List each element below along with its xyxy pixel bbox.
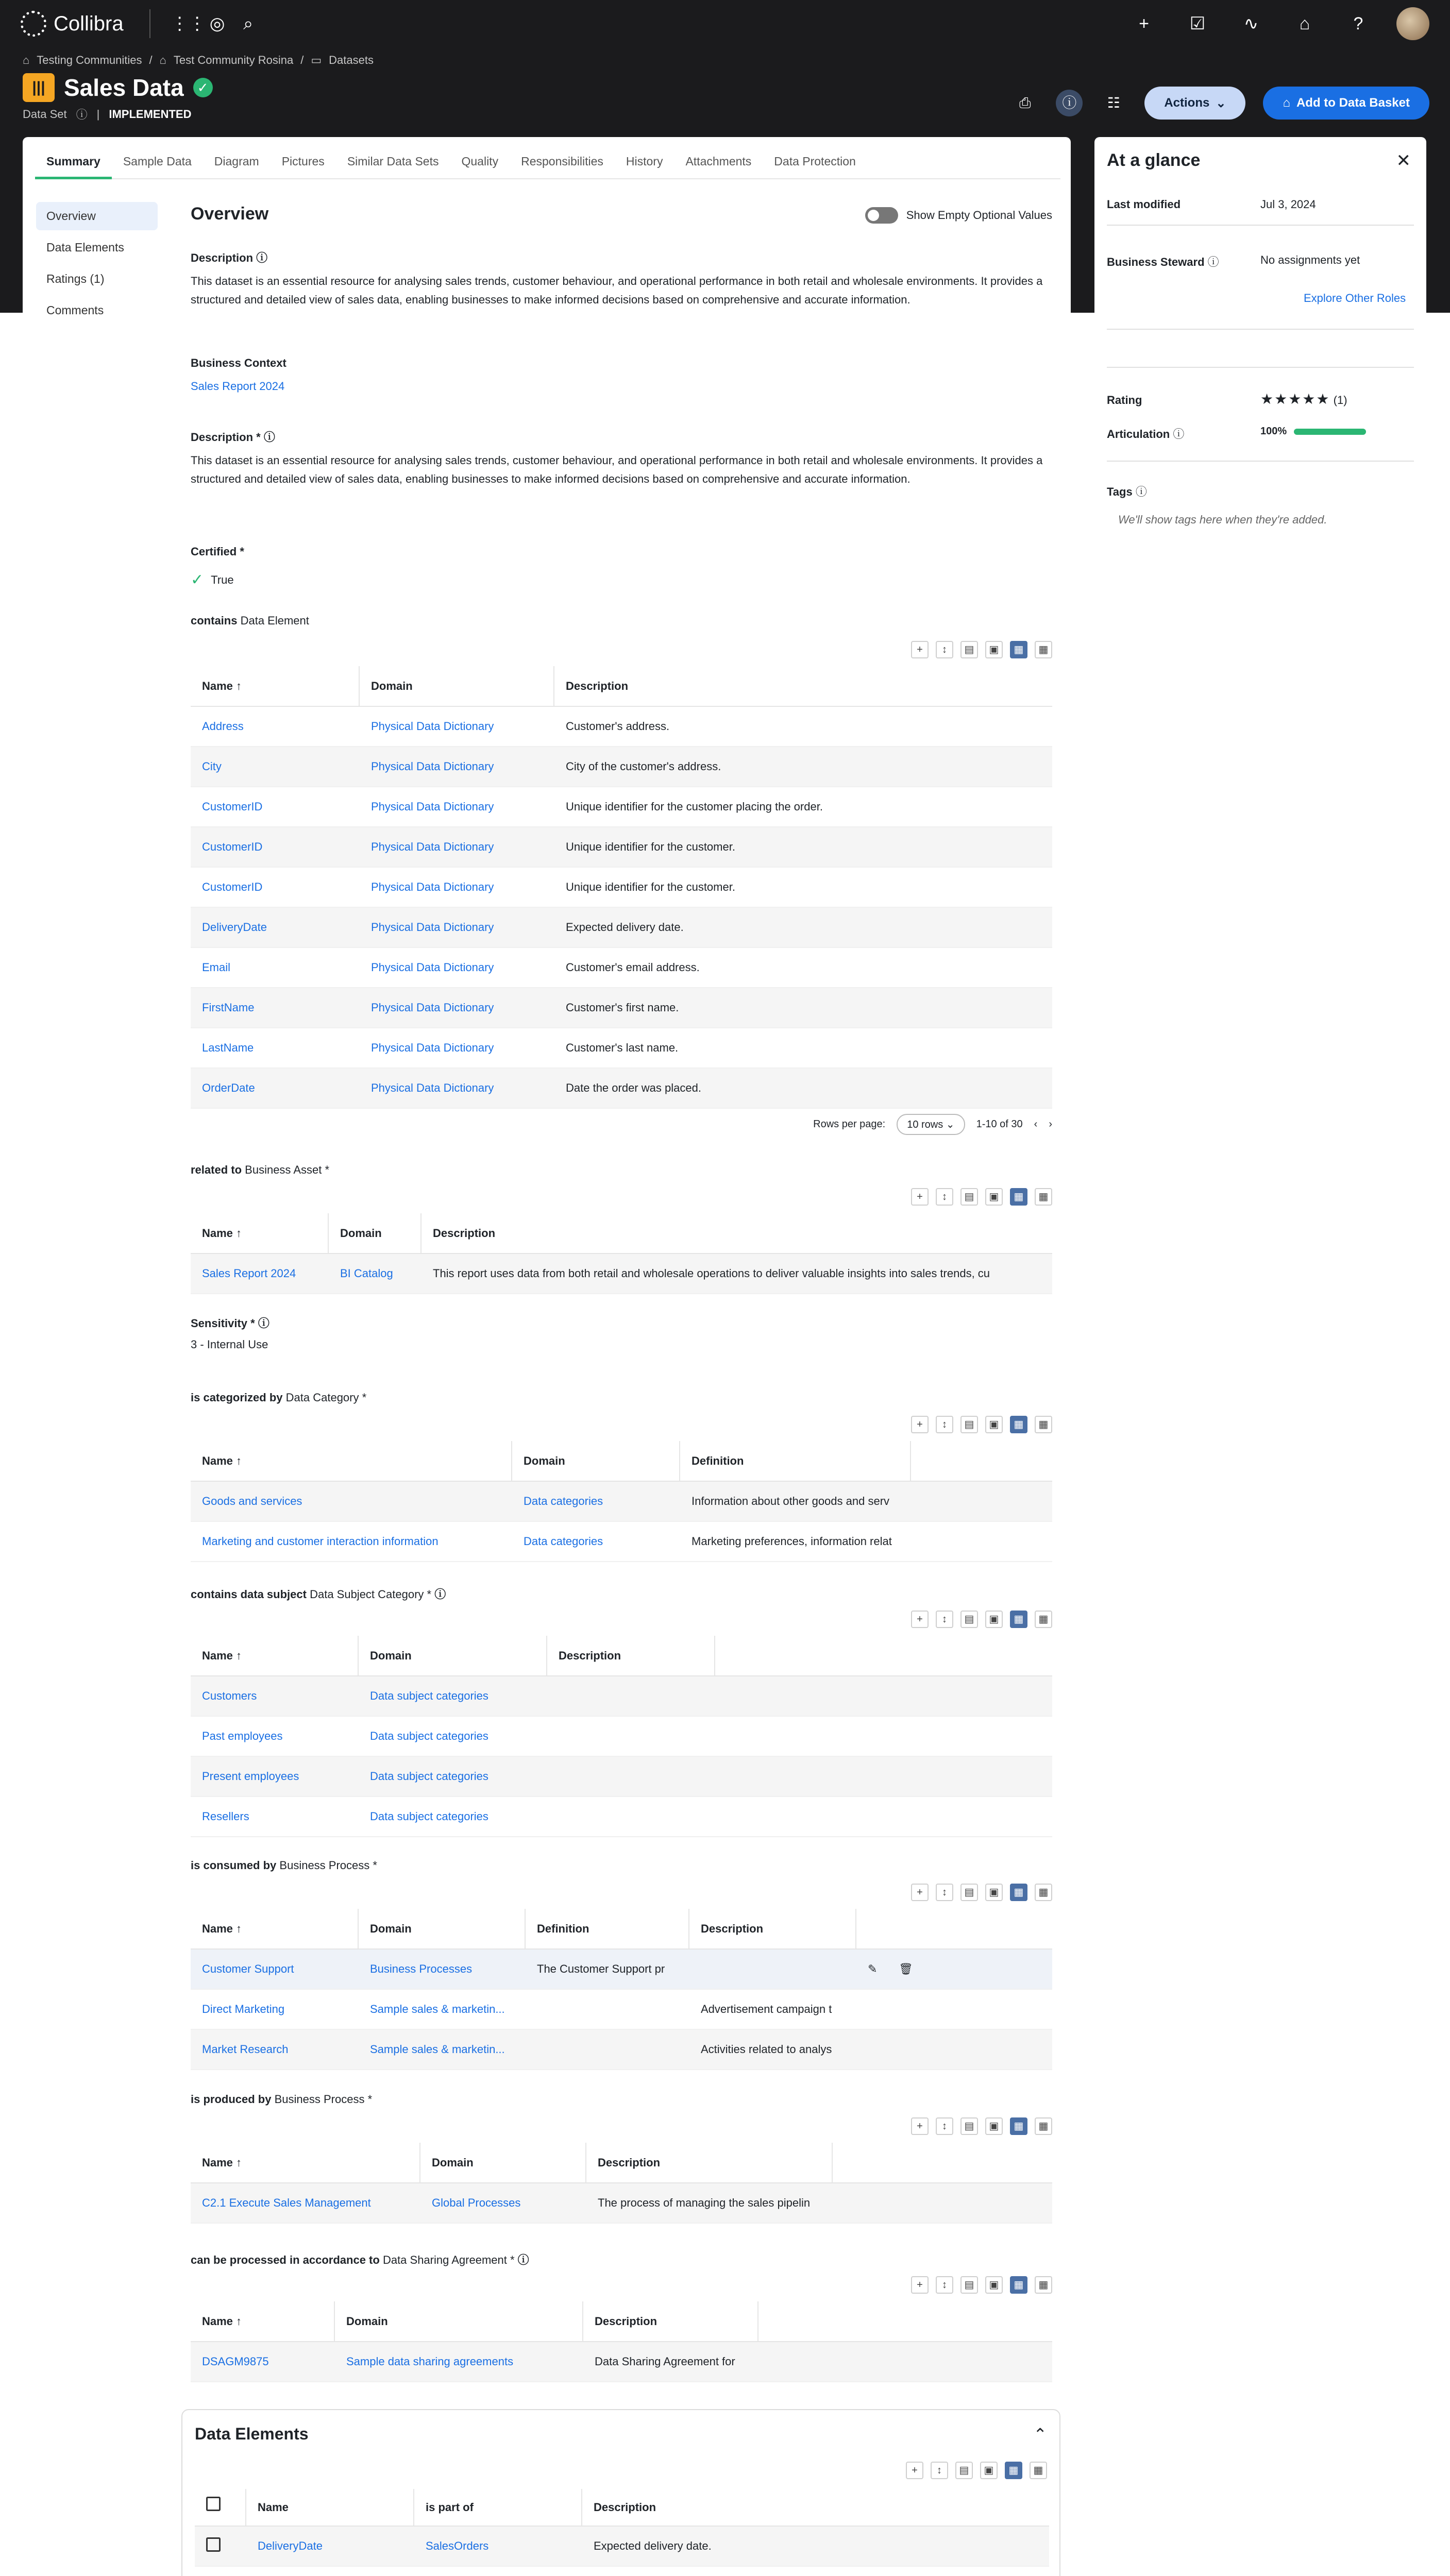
sort-icon[interactable]: ↕ [931,2462,948,2479]
description2-label: Description * ⓘ [191,431,275,444]
table-row: Customer Support Business Processes The Customer Support pr ✎ 🗑 [191,1950,1052,1990]
certified-value: ✓ True [191,571,234,588]
categorized-label: is categorized by Data Category * [191,1391,367,1404]
panel-title: Data Elements [195,2425,309,2443]
tab-quality[interactable]: Quality [461,155,499,168]
table-row: Address Physical Data Dictionary Customer's address. [191,707,1052,747]
articulation-label: Articulation ⓘ [1107,428,1185,440]
tab-diagram[interactable]: Diagram [214,155,259,168]
page-title: Sales Data [64,74,184,101]
table-toolbar [911,2117,1052,2135]
data-elements-table [195,2489,1049,2576]
grid-view-icon[interactable]: ▦ [1035,641,1052,658]
col-description[interactable]: Description [547,1636,715,1676]
prev-page-icon[interactable]: ‹ [1034,1118,1038,1130]
brand[interactable] [21,11,124,37]
sort-icon[interactable]: ↕ [936,1188,953,1206]
contains-label: contains Data Element [191,614,309,627]
tags-empty-text: We'll show tags here when they're added. [1118,513,1327,526]
table-row: DeliveryDate Physical Data Dictionary Expected delivery date. [191,908,1052,948]
description2-text: This dataset is an essential resource for analysing sales trends, customer behaviour, and operational performance in both retail and wholesale environments. It provides a structured and detailed view of sales data, enabling businesses to make informed decisions based on comprehensive and accurate information. [191,454,1043,485]
table-row: Email Physical Data Dictionary Customer's email address. [191,948,1052,988]
delete-icon[interactable]: 🗑 [899,1962,913,1975]
table-header [191,1214,1052,1254]
overview-section [191,202,1052,2407]
tab-sample-data[interactable]: Sample Data [123,155,192,168]
print-icon[interactable]: ⎙ [1019,95,1031,111]
columns-icon[interactable]: ▤ [960,1416,978,1433]
table-header [191,1636,1052,1676]
rows-per-page-label: Rows per page: [813,1118,886,1130]
table-view-icon[interactable]: ▦ [1010,1611,1027,1628]
last-modified-label: Last modified [1107,198,1181,211]
grid-view-icon[interactable]: ▦ [1035,2276,1052,2294]
table-body [191,707,1052,1109]
col-description[interactable]: Description [689,1909,856,1949]
tab-attachments[interactable]: Attachments [685,155,752,168]
grid-view-icon[interactable]: ▦ [1035,1188,1052,1206]
table-row: Present employees Data subject categories [191,1757,1052,1797]
related-table [191,1214,1052,1294]
select-all-checkbox[interactable] [206,2497,221,2511]
activity-icon[interactable]: ∿ [1243,14,1259,33]
row-checkbox[interactable] [206,2537,221,2552]
table-view-icon[interactable]: ▦ [1005,2462,1022,2479]
col-domain[interactable]: Domain [420,2143,586,2183]
sort-icon[interactable]: ↕ [936,641,953,658]
table-row: Customers Data subject categories [191,1676,1052,1717]
table-row [195,2567,1049,2576]
edit-icon[interactable]: ✎ [868,1962,878,1975]
sort-icon[interactable]: ↕ [936,2276,953,2294]
table-row: Past employees Data subject categories [191,1717,1052,1757]
nav-right [1128,7,1429,40]
table-view-icon[interactable]: ▦ [1010,2276,1027,2294]
add-to-basket-button[interactable] [1263,87,1429,120]
tab-responsibilities[interactable]: Responsibilities [521,155,603,168]
show-empty-toggle-wrap [865,207,1052,224]
actions-label: Actions [1164,96,1210,110]
basket-icon: ⌂ [1283,96,1290,110]
select-all-cell [195,2489,246,2526]
header-actions [1011,87,1429,120]
table-view-icon[interactable]: ▦ [1010,641,1027,658]
last-modified-value: Jul 3, 2024 [1260,198,1316,211]
asset-meta: Data Set ⓘ | IMPLEMENTED [23,106,191,122]
table-header [195,2489,1049,2527]
image-icon[interactable]: ▣ [985,1416,1003,1433]
page-range: 1-10 of 30 [976,1118,1023,1130]
tab-similar-data-sets[interactable]: Similar Data Sets [347,155,439,168]
grid-view-icon[interactable]: ▦ [1035,1884,1052,1901]
col-domain[interactable]: Domain [359,1909,526,1949]
col-name[interactable]: Name [246,2489,414,2526]
section-nav [36,202,158,328]
close-icon[interactable]: ✕ [1396,151,1411,171]
business-context-link[interactable]: Sales Report 2024 [191,380,285,393]
table-toolbar [911,1611,1052,1628]
add-icon[interactable]: + [911,2276,929,2294]
chevron-up-icon[interactable]: ⌃ [1033,2425,1047,2444]
next-page-icon[interactable]: › [1049,1118,1052,1130]
home-icon: ⌂ [159,54,166,66]
col-is-part-of[interactable]: is part of [414,2489,582,2526]
consumed-table [191,1909,1052,2070]
add-icon[interactable]: + [911,2117,929,2135]
divider [1107,367,1414,368]
tab-summary[interactable]: Summary [35,147,112,179]
sort-icon[interactable]: ↕ [936,1884,953,1901]
checklist-icon[interactable]: ☷ [1107,95,1120,111]
user-avatar[interactable] [1396,7,1429,40]
check-icon: ✓ [191,571,204,588]
divider [1107,329,1414,330]
tab-history[interactable]: History [626,155,663,168]
col-name[interactable]: Name ↑ [191,2143,420,2183]
col-name[interactable]: Name ↑ [191,1636,359,1676]
add-icon[interactable]: + [911,1188,929,1206]
col-name[interactable]: Name ↑ [191,1441,512,1481]
rows-per-page-select[interactable]: 10 rows ⌄ [897,1114,965,1135]
col-domain[interactable]: Domain [360,666,554,706]
table-header [191,667,1052,707]
add-icon[interactable]: + [911,1416,929,1433]
articulation-value: 100% [1260,426,1366,437]
col-description[interactable]: Description [583,2301,758,2342]
tab-pictures[interactable]: Pictures [281,155,325,168]
table-view-icon[interactable]: ▦ [1010,1188,1027,1206]
table-toolbar [911,1416,1052,1433]
collibra-logo-icon [21,11,46,37]
table-row: C2.1 Execute Sales Management Global Processes The process of managing the sales pipelin [191,2183,1052,2224]
consumed-label: is consumed by Business Process * [191,1859,377,1872]
table-row: Direct Marketing Sample sales & marketin... Advertisement campaign t [191,1990,1052,2030]
info-icon[interactable]: ⓘ [76,108,88,121]
image-icon[interactable]: ▣ [985,2276,1003,2294]
col-domain[interactable]: Domain [329,1213,421,1253]
col-description[interactable]: Description [566,680,629,692]
table-toolbar [911,1188,1052,1206]
search-icon[interactable]: ⌕ [243,13,254,33]
table-row: OrderDate Physical Data Dictionary Date the order was placed. [191,1069,1052,1109]
col-name[interactable]: Name ↑ [191,2301,335,2342]
table-row: DSAGM9875 Sample data sharing agreements Data Sharing Agreement for [191,2342,1052,2382]
divider [1107,461,1414,462]
grid-view-icon[interactable]: ▦ [1030,2462,1047,2479]
tab-data-protection[interactable]: Data Protection [774,155,856,168]
table-toolbar [906,2462,1047,2479]
produced-table [191,2143,1052,2224]
subject-table [191,1636,1052,1837]
grid-view-icon[interactable]: ▦ [1035,2117,1052,2135]
col-description[interactable]: Description [433,1227,496,1240]
add-icon[interactable]: + [906,2462,923,2479]
col-description[interactable]: Description [594,2501,656,2514]
status-badge: IMPLEMENTED [109,107,192,121]
table-row: Resellers Data subject categories [191,1797,1052,1837]
columns-icon[interactable]: ▤ [960,2276,978,2294]
compass-icon[interactable]: ◎ [209,14,225,33]
table-row: Goods and services Data categories Information about other goods and serv [191,1482,1052,1522]
col-description[interactable]: Description [586,2143,833,2183]
sort-icon[interactable]: ↕ [936,1416,953,1433]
table-toolbar [911,2276,1052,2294]
table-toolbar [911,1884,1052,1901]
table-toolbar [911,641,1052,658]
col-domain[interactable]: Domain [512,1441,680,1481]
sort-icon[interactable]: ↕ [936,2117,953,2135]
certified-label: Certified * [191,545,244,558]
app-name: Collibra [54,12,124,35]
home-icon: ⌂ [23,54,30,66]
nav-divider [149,9,150,38]
breadcrumb: ⌂ Testing Communities / ⌂ Test Community Rosina / ▭ Datasets [23,54,374,66]
breadcrumb-item[interactable]: Test Community Rosina [173,54,294,66]
business-context-label: Business Context [191,357,286,369]
nav-comments[interactable]: Comments [46,303,104,317]
table-row: Sales Report 2024 BI Catalog This report uses data from both retail and wholesale operations to deliver valuable insights into sales trends, cu [191,1254,1052,1294]
category-table [191,1442,1052,1562]
info-icon: ⓘ [1173,428,1185,440]
data-elements-panel [181,2409,1060,2576]
description-text: This dataset is an essential resource for analysing sales trends, customer behaviour, and operational performance in both retail and wholesale environments. It provides a structured and detailed view of sales data, enabling businesses to make informed decisions based on comprehensive and accurate information. [191,275,1043,306]
steward-label: Business Steward ⓘ [1107,256,1219,268]
explore-roles-link[interactable]: Explore Other Roles [1304,292,1406,304]
at-a-glance-panel [1094,137,1426,2576]
plus-icon[interactable]: + [1139,13,1149,33]
top-navbar [0,0,1450,47]
asset-type: Data Set [23,107,67,121]
toggle-label: Show Empty Optional Values [906,209,1052,222]
table-view-icon[interactable]: ▦ [1010,2117,1027,2135]
table-header [191,1442,1052,1482]
columns-icon[interactable]: ▤ [960,1884,978,1901]
columns-icon[interactable]: ▤ [960,1611,978,1628]
section-title: Overview [191,204,269,224]
tab-bar [35,147,1060,179]
help-icon[interactable]: ? [1353,13,1363,33]
table-row: City Physical Data Dictionary City of the customer's address. [191,747,1052,787]
info-icon: ⓘ [256,251,268,264]
grid-view-icon[interactable]: ▦ [1035,1611,1052,1628]
image-icon[interactable]: ▣ [985,1188,1003,1206]
info-panel-icon[interactable]: ⓘ [1056,90,1083,116]
col-definition[interactable]: Definition [526,1909,689,1949]
table-header [191,2143,1052,2183]
table-view-icon[interactable]: ▦ [1010,1884,1027,1901]
columns-icon[interactable]: ▤ [960,2117,978,2135]
rating-value: ★★★★★ (1) [1260,391,1347,407]
sort-icon[interactable]: ↕ [936,1611,953,1628]
tasks-icon[interactable]: ☑ [1189,14,1206,33]
related-label: related to Business Asset * [191,1163,330,1176]
info-icon: ⓘ [434,1588,446,1601]
image-icon[interactable]: ▣ [985,641,1003,658]
columns-icon[interactable]: ▤ [960,1188,978,1206]
sensitivity-label: Sensitivity * ⓘ [191,1317,269,1330]
table-row: DeliveryDate SalesOrders Expected delivery date. [195,2527,1049,2567]
chevron-down-icon: ⌄ [1216,96,1226,110]
image-icon[interactable]: ▣ [985,2117,1003,2135]
image-icon[interactable]: ▣ [980,2462,998,2479]
produced-label: is produced by Business Process * [191,2093,373,2106]
col-name[interactable]: Name ↑ [191,666,360,706]
add-icon[interactable]: + [911,1611,929,1628]
col-definition[interactable]: Definition [680,1441,911,1481]
breadcrumb-item[interactable]: Datasets [329,54,374,66]
rating-label: Rating [1107,394,1142,406]
asset-title [23,73,213,102]
nav-ratings[interactable]: Ratings (1) [46,272,105,285]
sensitivity-value: 3 - Internal Use [191,1338,268,1351]
articulation-bar-fill [1294,429,1366,435]
grid-view-icon[interactable]: ▦ [1035,1416,1052,1433]
table-view-icon[interactable]: ▦ [1010,1416,1027,1433]
panel-title: At a glance [1107,150,1201,170]
table-row: CustomerID Physical Data Dictionary Unique identifier for the customer placing the order. [191,787,1052,827]
agreement-label: can be processed in accordance to Data Sharing Agreement * ⓘ [191,2253,529,2266]
articulation-bar [1294,429,1366,435]
table-header [191,1909,1052,1950]
folder-icon: ▭ [311,54,322,66]
table-row: CustomerID Physical Data Dictionary Unique identifier for the customer. [191,868,1052,908]
info-icon: ⓘ [517,2253,529,2266]
subject-label: contains data subject Data Subject Category * ⓘ [191,1588,446,1601]
divider [1107,225,1414,226]
apps-grid-icon[interactable]: ⋮⋮ [171,14,206,33]
add-icon[interactable]: + [911,1884,929,1901]
show-empty-toggle[interactable] [865,207,898,224]
table-row: Market Research Sample sales & marketin... Activities related to analys [191,2030,1052,2070]
col-domain[interactable]: Domain [359,1636,547,1676]
image-icon[interactable]: ▣ [985,1884,1003,1901]
tags-label: Tags ⓘ [1107,485,1147,498]
table-row: LastName Physical Data Dictionary Customer's last name. [191,1028,1052,1069]
col-name[interactable]: Name ↑ [191,1909,359,1949]
table-header [191,2302,1052,2342]
dataset-icon: ||| [23,73,55,102]
info-icon: ⓘ [1207,256,1219,268]
breadcrumb-item[interactable]: Testing Communities [37,54,142,66]
table-row: FirstName Physical Data Dictionary Customer's first name. [191,988,1052,1028]
info-icon: ⓘ [258,1317,269,1330]
basket-icon[interactable]: ⌂ [1299,13,1310,33]
info-icon: ⓘ [1135,485,1147,498]
contains-table [191,667,1052,1109]
agreement-table [191,2302,1052,2382]
pagination [813,1114,1052,1135]
verified-icon: ✓ [193,78,213,97]
description-label: Description ⓘ [191,251,268,264]
table-row: CustomerID Physical Data Dictionary Unique identifier for the customer. [191,827,1052,868]
actions-button[interactable] [1144,87,1245,120]
col-name[interactable]: Name ↑ [191,1213,329,1253]
col-domain[interactable]: Domain [335,2301,583,2342]
basket-label: Add to Data Basket [1296,96,1410,110]
table-row: Marketing and customer interaction information Data categories Marketing preferences, information relat [191,1522,1052,1562]
columns-icon[interactable]: ▤ [955,2462,973,2479]
nav-overview[interactable]: Overview [36,202,158,230]
steward-value: No assignments yet [1260,253,1360,266]
nav-data-elements[interactable]: Data Elements [46,241,124,254]
info-icon: ⓘ [263,431,275,444]
columns-icon[interactable]: ▤ [960,641,978,658]
add-icon[interactable]: + [911,641,929,658]
image-icon[interactable]: ▣ [985,1611,1003,1628]
